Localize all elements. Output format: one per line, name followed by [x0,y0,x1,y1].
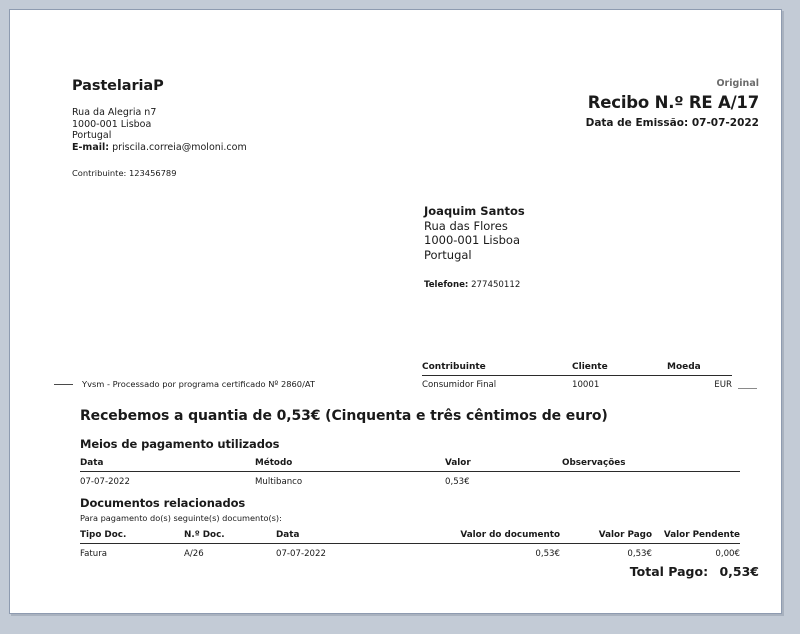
company-email-line [72,142,247,154]
doc-paid-value: 0,53€ [627,549,652,559]
doc-type: Fatura [80,549,108,559]
header-payment-valor: Valor [445,458,562,472]
value-moeda: EUR [714,380,732,390]
value-cliente: 10001 [572,380,600,390]
payment-method: Multibanco [255,477,303,487]
issue-date: Data de Emissão: 07-07-2022 [585,117,759,129]
doc-number: A/26 [184,549,204,559]
certification-text: Yvsm - Processado por programa certificado Nº 2860/AT [82,379,315,389]
header-doc-valor-pendente: Valor Pendente [652,530,740,544]
payment-methods-section [80,437,740,487]
header-payment-metodo: Método [255,458,445,472]
header-doc-tipo: Tipo Doc. [80,530,184,544]
receipt-meta [586,78,759,129]
header-doc-valor-pago: Valor Pago [560,530,652,544]
header-contribuinte: Contribuinte [422,362,572,376]
payment-header-row [80,458,740,472]
table-row [80,472,740,488]
customer-phone-value: 277450112 [471,280,521,291]
value-contribuinte: Consumidor Final [422,380,497,390]
doc-pending-value: 0,00€ [715,549,740,559]
payment-date: 07-07-2022 [80,477,130,487]
related-documents-table [80,530,740,559]
dash-marker-left-icon [54,384,73,385]
customer-info [424,204,525,293]
company-info [72,78,247,178]
company-vat: Contribuinte: 123456789 [72,168,177,179]
customer-phone-label: Telefone: [424,280,469,291]
doc-value: 0,53€ [535,549,560,559]
header-payment-data: Data [80,458,255,472]
customer-name: Joaquim Santos [424,204,525,218]
dash-marker-right-icon [738,388,757,389]
payment-value: 0,53€ [445,477,470,487]
total-paid-label: Total Pago: [629,564,709,579]
client-summary-table [422,362,732,390]
company-address-city: 1000-001 Lisboa [72,118,152,130]
company-address-country: Portugal [72,130,112,142]
amount-statement: Recebemos a quantia de 0,53€ (Cinquenta e três cêntimos de euro) [80,408,608,424]
header-moeda: Moeda [667,362,732,376]
header-doc-valor-documento: Valor do documento [385,530,560,544]
related-documents-section [80,496,740,559]
related-documents-subtitle: Para pagamento do(s) seguinte(s) documento(s): [80,513,282,523]
doc-date: 07-07-2022 [276,549,326,559]
payment-methods-title: Meios de pagamento utilizados [80,437,280,451]
payment-notes [562,472,740,488]
company-address-street: Rua da Alegria n7 [72,107,157,118]
receipt-number-title: Recibo N.º RE A/17 [587,93,759,112]
header-doc-numero: N.º Doc. [184,530,276,544]
customer-address-country: Portugal [424,247,472,262]
customer-address-street: Rua das Flores [424,218,508,233]
company-email-label: E-mail: [72,141,110,153]
company-email-value: priscila.correia@moloni.com [112,141,247,153]
client-summary-header-row [422,362,732,376]
total-paid-value: 0,53€ [719,564,759,579]
document-header [10,78,781,178]
certification-note [54,379,315,389]
header-payment-observacoes: Observações [562,458,740,472]
copy-type-label: Original [716,78,759,89]
payment-methods-table [80,458,740,487]
related-documents-title: Documentos relacionados [80,496,246,510]
header-doc-data: Data [276,530,385,544]
company-name: PastelariaP [72,78,164,94]
receipt-page [9,9,782,614]
customer-phone [424,278,525,293]
company-address [72,107,247,153]
customer-address-city: 1000-001 Lisboa [424,233,520,248]
table-row [80,544,740,560]
table-row [422,376,732,391]
documents-header-row [80,530,740,544]
header-cliente: Cliente [572,362,667,376]
total-paid-row [630,564,759,579]
